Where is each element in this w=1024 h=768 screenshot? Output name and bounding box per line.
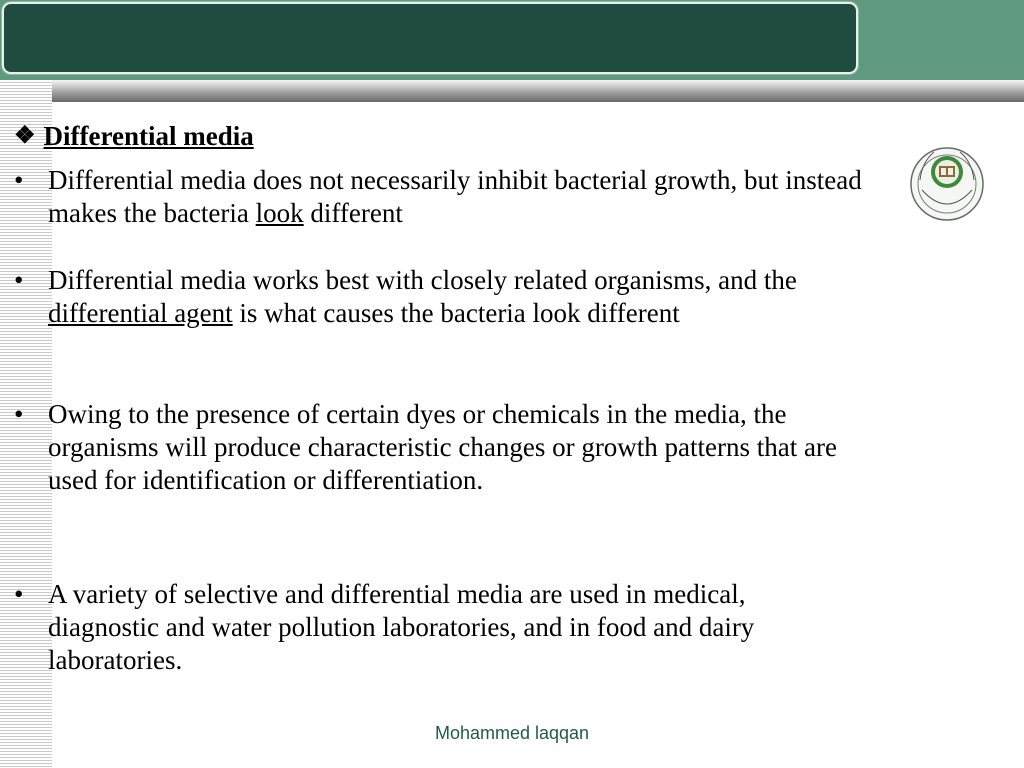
bullet-item: [14, 398, 854, 497]
header-divider-strip: [0, 80, 1024, 102]
bullet-dot: •: [14, 579, 24, 609]
bullet-item: [14, 578, 854, 677]
bullet-text: Differential media works best with closely related organisms, and the differential agent is what causes the bacteria look different: [48, 265, 797, 328]
title-panel: [2, 2, 858, 74]
bullet-item: [14, 264, 894, 330]
university-logo: [908, 132, 986, 236]
bullet-text: Owing to the presence of certain dyes or chemicals in the media, the organisms will produce characteristic changes or growth patterns that are used for identification or differentiation.: [48, 399, 837, 495]
footer-author: Mohammed laqqan: [434, 723, 590, 743]
bullet-dot: •: [14, 265, 24, 295]
heading-text: Differential media: [43, 121, 254, 151]
bullet-item: [14, 164, 894, 230]
section-heading: [14, 120, 254, 153]
bullet-text: Differential media does not necessarily inhibit bacterial growth, but instead makes the bacteria look different: [48, 165, 862, 228]
bullet-text: A variety of selective and differential media are used in medical, diagnostic and water pollution laboratories, and in food and dairy laboratories.: [48, 579, 755, 675]
diamond-icon: ❖: [14, 123, 36, 149]
bullet-dot: •: [14, 165, 24, 195]
bullet-dot: •: [14, 399, 24, 429]
